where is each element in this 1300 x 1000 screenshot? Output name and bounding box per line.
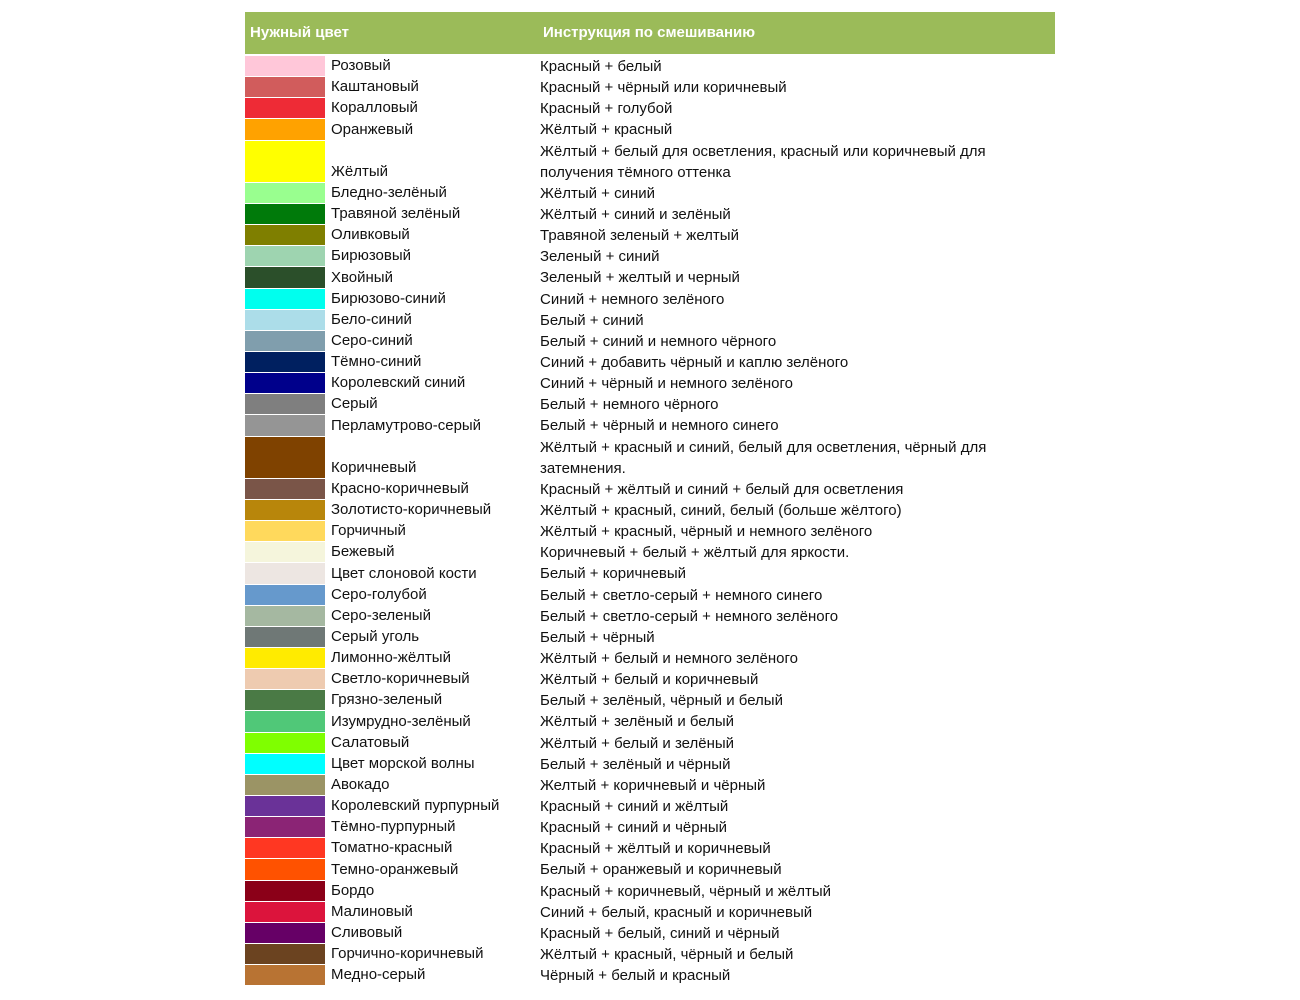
table-row [245, 775, 1055, 796]
table-row [245, 606, 1055, 627]
color-swatch [245, 437, 325, 478]
color-swatch [245, 141, 325, 182]
mixing-instruction: Белый + немного чёрного [540, 396, 719, 414]
mixing-instruction: Жёлтый + синий [540, 184, 655, 202]
color-name: Светло-коричневый [331, 670, 470, 688]
table-row [245, 711, 1055, 732]
table-row [245, 817, 1055, 838]
color-swatch [245, 944, 325, 964]
color-swatch [245, 119, 325, 139]
color-name: Цвет слоновой кости [331, 564, 477, 582]
color-swatch [245, 183, 325, 203]
color-swatch [245, 500, 325, 520]
mixing-instruction: Красный + голубой [540, 100, 673, 118]
table-row [245, 141, 1055, 183]
table-row [245, 923, 1055, 944]
table-row [245, 246, 1055, 267]
mixing-instruction: Красный + синий и жёлтый [540, 797, 729, 815]
color-swatch [245, 267, 325, 287]
color-mixing-table [245, 12, 1055, 986]
mixing-instruction: Жёлтый + белый и немного зелёного [540, 649, 798, 667]
table-row [245, 965, 1055, 986]
table-row [245, 56, 1055, 77]
mixing-instruction: Жёлтый + красный и синий, белый для осветления, чёрный для затемнения. [540, 438, 987, 477]
mixing-instruction: Красный + жёлтый и коричневый [540, 840, 771, 858]
mixing-instruction: Красный + чёрный или коричневый [540, 79, 787, 97]
color-name: Каштановый [331, 78, 419, 96]
color-swatch [245, 246, 325, 266]
color-swatch [245, 733, 325, 753]
column-header-color: Нужный цвет [250, 24, 349, 41]
table-row [245, 500, 1055, 521]
color-swatch [245, 669, 325, 689]
color-name: Салатовый [331, 733, 410, 751]
color-name: Медно-серый [331, 966, 426, 984]
mixing-instruction: Белый + светло-серый + немного зелёного [540, 607, 839, 625]
color-swatch [245, 394, 325, 414]
color-name: Серо-синий [331, 331, 413, 349]
table-row [245, 331, 1055, 352]
color-name: Розовый [331, 57, 391, 75]
color-swatch [245, 585, 325, 605]
color-name: Перламутрово-серый [331, 416, 482, 434]
color-name: Серо-зеленый [331, 606, 431, 624]
table-row [245, 881, 1055, 902]
mixing-instruction: Жёлтый + красный, синий, белый (больше жёлтого) [540, 501, 902, 519]
color-swatch [245, 331, 325, 351]
color-swatch [245, 479, 325, 499]
color-swatch [245, 711, 325, 731]
color-swatch [245, 563, 325, 583]
color-swatch [245, 690, 325, 710]
color-name: Тёмно-синий [331, 353, 422, 371]
color-name: Цвет морской волны [331, 754, 475, 772]
mixing-instruction: Жёлтый + красный [540, 121, 673, 139]
color-name: Серый уголь [331, 627, 420, 645]
mixing-instruction: Синий + белый, красный и коричневый [540, 903, 813, 921]
color-swatch [245, 77, 325, 97]
mixing-instruction: Желтый + коричневый и чёрный [540, 776, 766, 794]
color-name: Серый [331, 395, 378, 413]
mixing-instruction: Жёлтый + красный, чёрный и белый [540, 945, 794, 963]
table-row [245, 98, 1055, 119]
table-row [245, 204, 1055, 225]
mixing-instruction: Синий + немного зелёного [540, 290, 725, 308]
table-row [245, 627, 1055, 648]
color-name: Авокадо [331, 775, 390, 793]
table-row [245, 437, 1055, 479]
table-row [245, 648, 1055, 669]
mixing-instruction: Жёлтый + красный, чёрный и немного зелёного [540, 523, 873, 541]
table-row [245, 690, 1055, 711]
color-name: Бледно-зелёный [331, 184, 447, 201]
color-name: Хвойный [331, 268, 393, 286]
color-name: Темно-оранжевый [331, 860, 459, 878]
color-swatch [245, 352, 325, 372]
table-row [245, 859, 1055, 880]
color-swatch [245, 817, 325, 837]
color-name: Изумрудно-зелёный [331, 712, 471, 730]
mixing-instruction: Белый + синий [540, 311, 644, 329]
mixing-instruction: Синий + добавить чёрный и каплю зелёного [540, 353, 849, 371]
color-name: Серо-голубой [331, 585, 427, 603]
mixing-instruction: Белый + оранжевый и коричневый [540, 861, 782, 879]
mixing-instruction: Белый + светло-серый + немного синего [540, 586, 823, 604]
table-row [245, 754, 1055, 775]
color-swatch [245, 542, 325, 562]
mixing-instruction: Зеленый + синий [540, 248, 660, 266]
mixing-instruction: Белый + зелёный и чёрный [540, 755, 731, 773]
mixing-instruction: Красный + синий и чёрный [540, 819, 728, 837]
mixing-instruction: Белый + коричневый [540, 565, 687, 583]
color-name: Горчичный [331, 522, 406, 540]
color-swatch [245, 225, 325, 245]
table-row [245, 733, 1055, 754]
mixing-instruction: Зеленый + желтый и черный [540, 269, 740, 287]
mixing-instruction: Жёлтый + белый и коричневый [540, 671, 759, 689]
column-header-instruction: Инструкция по смешиванию [543, 24, 756, 41]
color-swatch [245, 204, 325, 224]
color-swatch [245, 648, 325, 668]
mixing-instruction: Белый + чёрный и немного синего [540, 417, 779, 435]
mixing-instruction: Белый + синий и немного чёрного [540, 332, 777, 350]
mixing-instruction: Красный + жёлтый и синий + белый для осветления [540, 480, 904, 498]
table-row [245, 119, 1055, 140]
color-name: Малиновый [331, 902, 413, 920]
mixing-instruction: Синий + чёрный и немного зелёного [540, 375, 793, 393]
color-name: Горчично-коричневый [331, 945, 484, 963]
mixing-instruction: Красный + белый, синий и чёрный [540, 924, 780, 942]
color-swatch [245, 373, 325, 393]
table-row [245, 542, 1055, 563]
color-name: Оливковый [331, 226, 410, 244]
color-swatch [245, 627, 325, 647]
color-swatch [245, 902, 325, 922]
color-name: Королевский синий [331, 374, 466, 392]
color-swatch [245, 98, 325, 118]
color-swatch [245, 881, 325, 901]
color-swatch [245, 310, 325, 330]
table-row [245, 669, 1055, 690]
color-name: Тёмно-пурпурный [331, 818, 456, 836]
mixing-instruction: Жёлтый + синий и зелёный [540, 206, 731, 223]
color-name: Сливовый [331, 923, 403, 941]
table-row [245, 415, 1055, 436]
mixing-instruction: Коричневый + белый + жёлтый для яркости. [540, 544, 850, 562]
color-name: Бордо [331, 881, 375, 899]
color-swatch [245, 838, 325, 858]
color-swatch [245, 859, 325, 879]
color-swatch [245, 923, 325, 943]
mixing-instruction: Белый + чёрный [540, 628, 655, 646]
color-name: Бежевый [331, 543, 395, 561]
table-row [245, 944, 1055, 965]
table-row [245, 183, 1055, 204]
mixing-instruction: Белый + зелёный, чёрный и белый [540, 692, 783, 710]
color-swatch [245, 754, 325, 774]
color-swatch [245, 775, 325, 795]
color-swatch [245, 796, 325, 816]
table-row [245, 267, 1055, 288]
color-name: Бирюзово-синий [331, 289, 446, 307]
mixing-instruction: Травяной зеленый + желтый [540, 227, 739, 245]
color-name: Грязно-зеленый [331, 691, 443, 709]
color-name: Коричневый [331, 458, 417, 476]
color-name: Королевский пурпурный [331, 797, 500, 815]
color-swatch [245, 289, 325, 309]
table-row [245, 289, 1055, 310]
table-row [245, 563, 1055, 584]
table-row [245, 796, 1055, 817]
color-swatch [245, 415, 325, 435]
table-body [245, 56, 1055, 986]
color-name: Томатно-красный [331, 839, 453, 857]
color-name: Травяной зелёный [331, 205, 461, 223]
table-row [245, 225, 1055, 246]
table-row [245, 77, 1055, 98]
color-name: Бело-синий [331, 310, 412, 328]
color-swatch [245, 965, 325, 985]
mixing-instruction: Жёлтый + белый для осветления, красный или коричневый для получения тёмного оттенка [540, 142, 986, 181]
table-row [245, 394, 1055, 415]
table-row [245, 521, 1055, 542]
mixing-instruction: Красный + коричневый, чёрный и жёлтый [540, 882, 831, 900]
table-row [245, 310, 1055, 331]
color-name: Жёлтый [331, 162, 388, 180]
table-header [245, 12, 1055, 54]
color-name: Коралловый [331, 99, 418, 117]
table-row [245, 585, 1055, 606]
color-name: Оранжевый [331, 120, 414, 138]
color-swatch [245, 56, 325, 76]
mixing-instruction: Красный + белый [540, 58, 662, 75]
table-row [245, 838, 1055, 859]
table-row [245, 352, 1055, 373]
color-swatch [245, 606, 325, 626]
color-name: Лимонно-жёлтый [331, 649, 451, 667]
color-name: Красно-коричневый [331, 479, 469, 497]
table-row [245, 479, 1055, 500]
mixing-instruction: Жёлтый + зелёный и белый [540, 713, 735, 731]
mixing-instruction: Чёрный + белый и красный [540, 967, 731, 985]
color-swatch [245, 521, 325, 541]
table-row [245, 373, 1055, 394]
color-name: Золотисто-коричневый [331, 501, 492, 519]
table-row [245, 902, 1055, 923]
color-name: Бирюзовый [331, 247, 411, 265]
mixing-instruction: Жёлтый + белый и зелёный [540, 734, 735, 752]
